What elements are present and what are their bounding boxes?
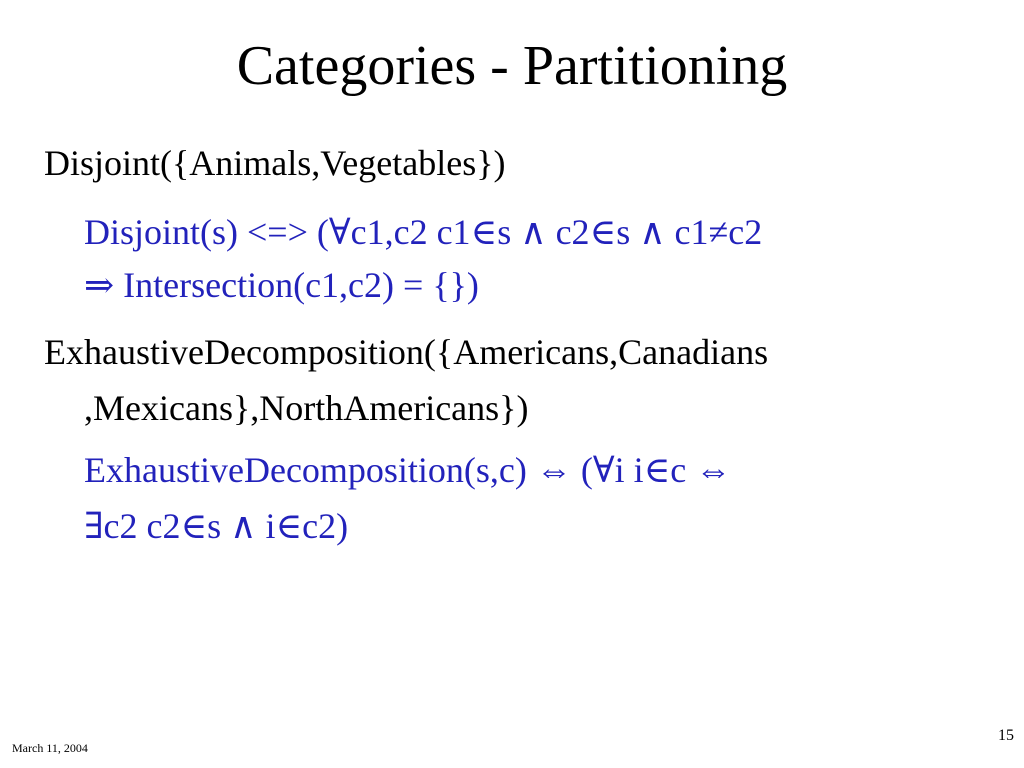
bullet-exhaustive-example-line-2: ,Mexicans},NorthAmericans}) xyxy=(84,388,529,428)
slide-title: Categories - Partitioning xyxy=(236,35,788,97)
disjoint-definition-line-1: Disjoint(s) <=> (∀c1,c2 c1∈s ∧ c2∈s ∧ c1≠c2 xyxy=(84,212,763,252)
bullet-disjoint-example: Disjoint({Animals,Vegetables}) xyxy=(44,143,506,183)
disjoint-definition-line-2: ⇒ Intersection(c1,c2) = {}) xyxy=(84,265,479,305)
exhaustive-definition-line-2: ∃c2 c2∈s ∧ i∈c2) xyxy=(84,506,349,546)
slide-date: March 11, 2004 xyxy=(12,741,88,755)
slide-page-number: 15 xyxy=(998,727,1014,744)
exhaustive-definition-line-1: ExhaustiveDecomposition(s,c) ⇔ (∀i i∈c ⇔ xyxy=(84,450,732,490)
bullet-exhaustive-example-line-1: ExhaustiveDecomposition({Americans,Canadians xyxy=(44,332,769,372)
